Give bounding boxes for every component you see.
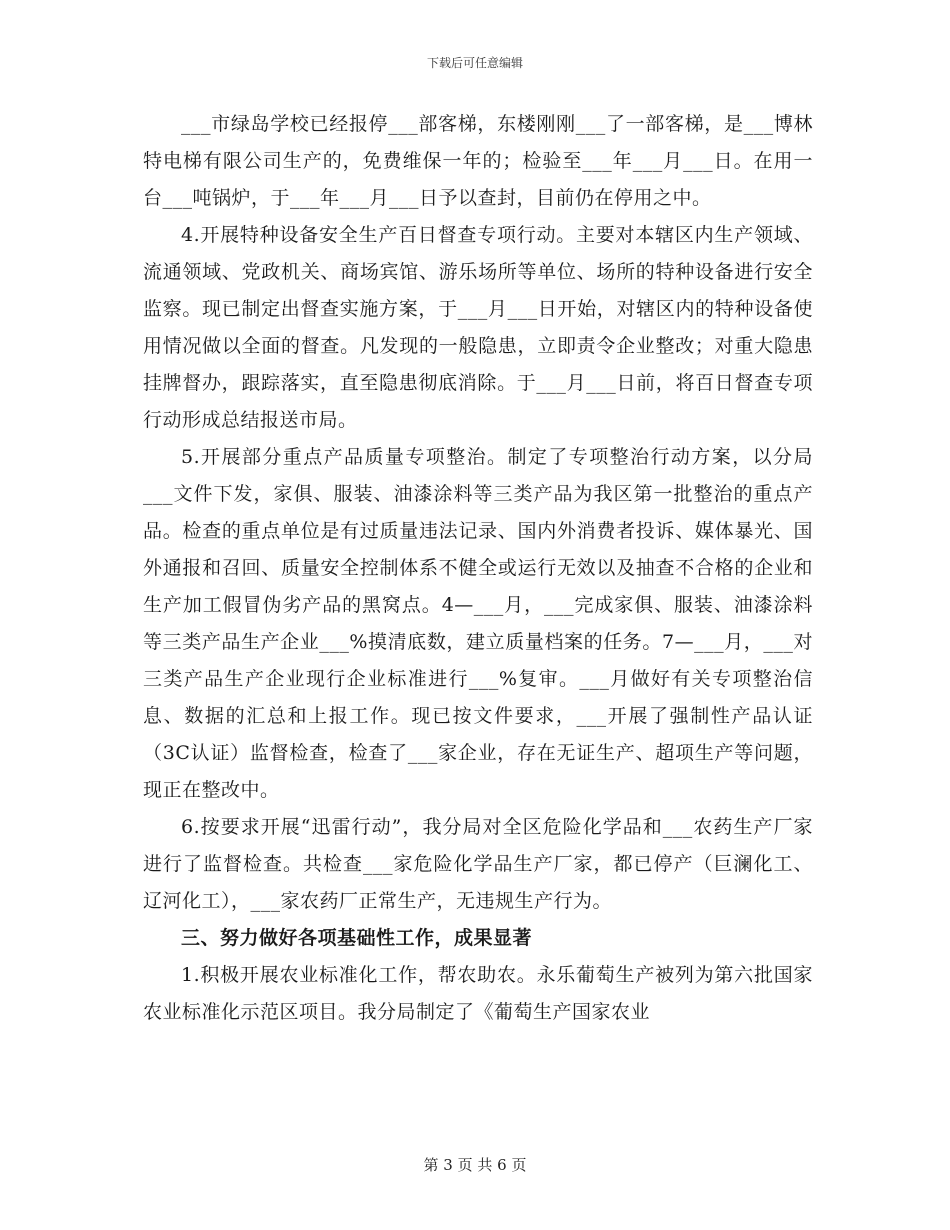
paragraph-agriculture-standard: 1.积极开展农业标准化工作，帮农助农。永乐葡萄生产被列为第六批国家农业标准化示范区项目。我分局制定了《葡萄生产国家农业	[143, 964, 813, 1023]
section-heading: 三、努力做好各项基础性工作，成果显著	[181, 927, 533, 949]
document-body	[143, 106, 813, 1031]
paragraph-special-equipment: 4.开展特种设备安全生产百日督查专项行动。主要对本辖区内生产领域、流通领域、党政机关、商场宾馆、游乐场所等单位、场所的特种设备进行安全监察。现已制定出督查实施方案，于___月___日开始，对辖区内的特种设备使用情况做以全面的督查。凡发现的一般隐患，立即责令企业整改；对重大隐患挂牌督办，跟踪落实，直至隐患彻底消除。于___月___日前，将百日督查专项行动形成总结报送市局。	[143, 224, 813, 431]
paragraph-elevator-boiler: ___市绿岛学校已经报停___部客梯，东楼刚刚___了一部客梯，是___博林特电梯有限公司生产的，免费维保一年的；检验至___年___月___日。在用一台___吨锅炉，于___年___月___日予以查封，目前仍在停用之中。	[143, 113, 813, 209]
page-header: 下载后可任意编辑	[426, 56, 523, 70]
paragraph-thunder-action: 6.按要求开展“迅雷行动”，我分局对全区危险化学品和___农药生产厂家进行了监督检查。共检查___家危险化学品生产厂家，都已停产（巨澜化工、辽河化工），___家农药厂正常生产，无违规生产行为。	[143, 816, 813, 912]
page-footer: 第 3 页 共 6 页	[423, 1156, 527, 1174]
paragraph-product-quality: 5.开展部分重点产品质量专项整治。制定了专项整治行动方案，以分局___文件下发，家俱、服装、油漆涂料等三类产品为我区第一批整治的重点产品。检查的重点单位是有过质量违法记录、国内外消费者投诉、媒体暴光、国外通报和召回、质量安全控制体系不健全或运行无效以及抽查不合格的企业和生产加工假冒伪劣产品的黑窝点。4—___月，___完成家俱、服装、油漆涂料等三类产品生产企业___%摸清底数，建立质量档案的任务。7—___月，___对三类产品生产企业现行企业标准进行___%复审。___月做好有关专项整治信息、数据的汇总和上报工作。现已按文件要求，___开展了强制性产品认证（3C认证）监督检查，检查了___家企业，存在无证生产、超项生产等问题，现正在整改中。	[143, 446, 813, 801]
